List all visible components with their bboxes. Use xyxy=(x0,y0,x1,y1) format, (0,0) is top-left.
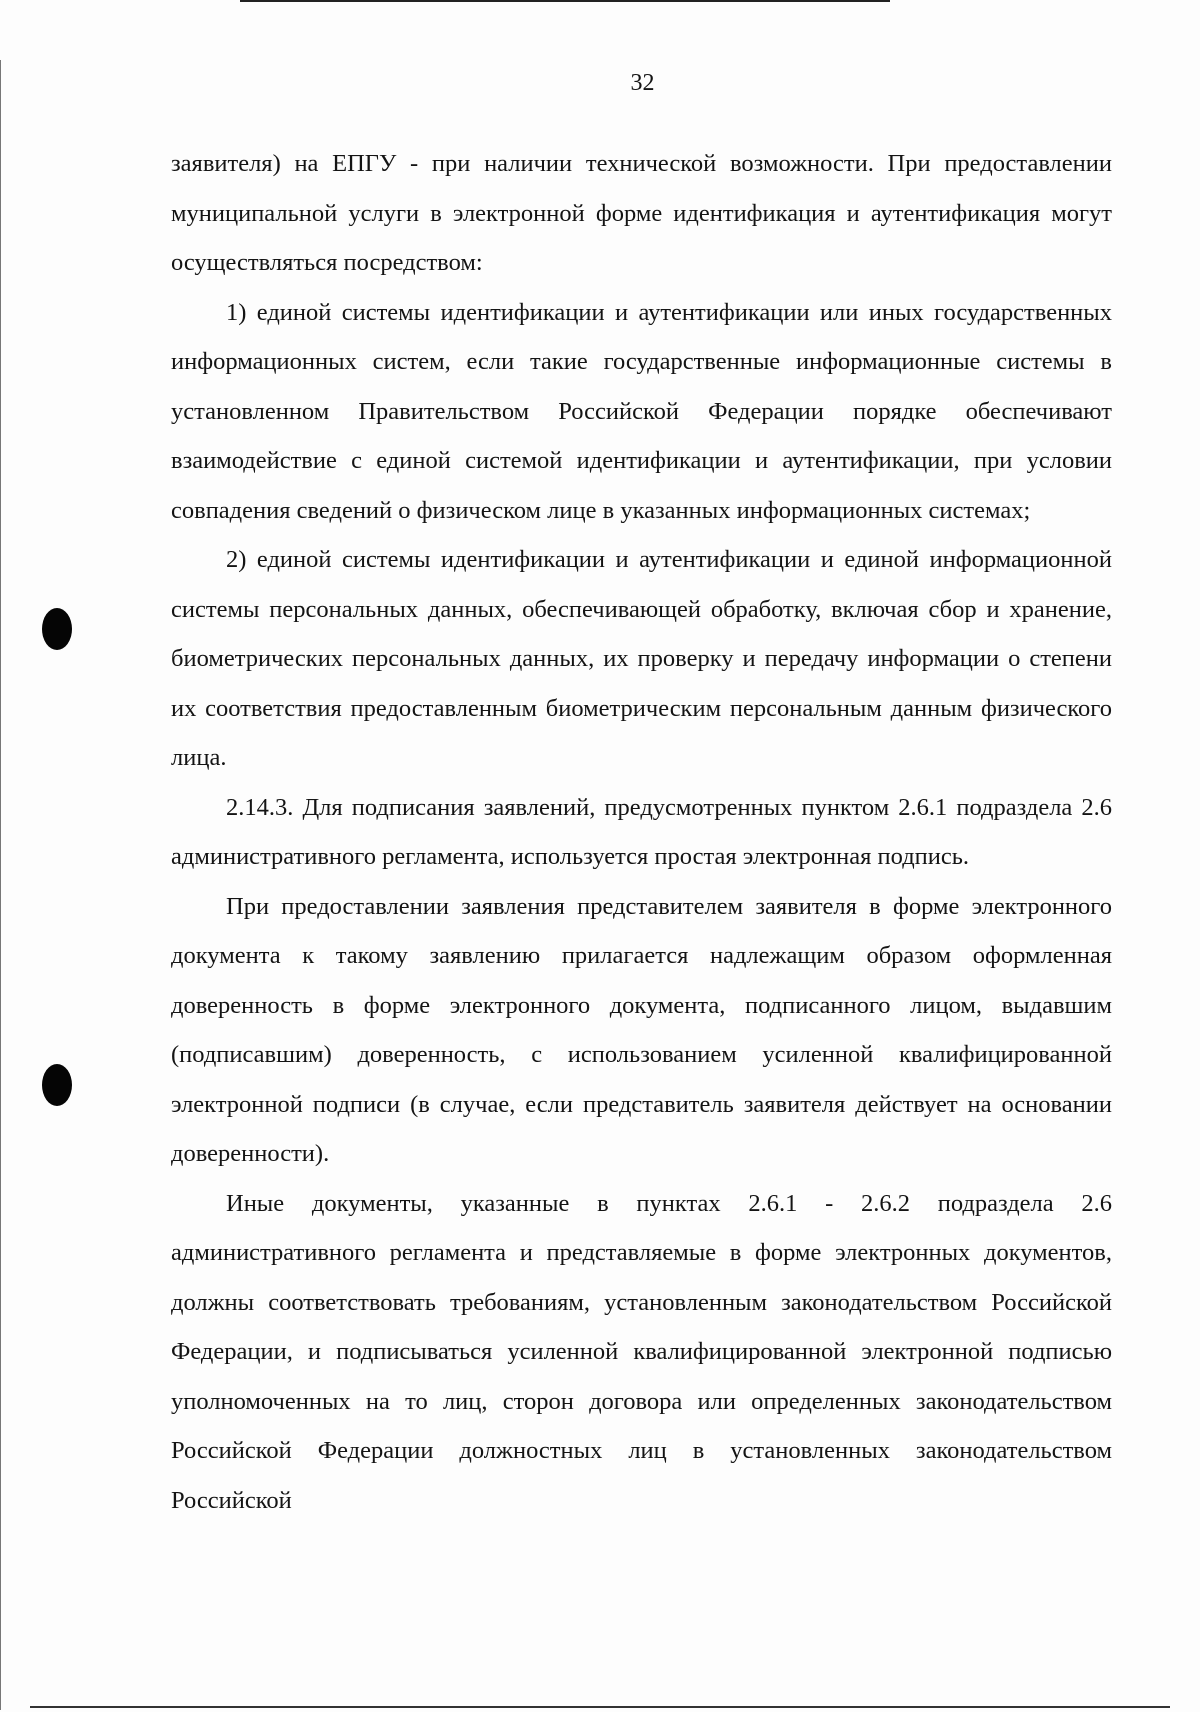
punch-hole-bottom xyxy=(42,1064,72,1106)
paragraph-list-item-2: 2) единой системы идентификации и аутентификации и единой информационной системы персональных данных, обеспечивающей обработку, включая сбор и хранение, биометрических персональных данных, их проверку и передачу информации о степени их соответствия предоставленным биометрическим персональным данным физического лица. xyxy=(171,546,1112,771)
paragraph-representative: При предоставлении заявления представителем заявителя в форме электронного документа к такому заявлению прилагается надлежащим образом оформленная доверенность в форме электронного документа, подписанного лицом, выдавшим (подписавшим) доверенность, с использованием усиленной квалифицированной электронной подписи (в случае, если представитель заявителя действует на основании доверенности). xyxy=(171,892,1112,1167)
scan-top-edge-line xyxy=(240,0,890,2)
paragraph-other-documents: Иные документы, указанные в пунктах 2.6.1 - 2.6.2 подраздела 2.6 административного регламента и представляемые в форме электронных документов, должны соответствовать требованиям, установленным законодательством Российской Федерации, и подписываться усиленной квалифицированной электронной подписью уполномоченных на то лиц, сторон договора или определенных законодательством Российской Федерации должностных лиц в установленных законодательством Российской xyxy=(171,1189,1112,1514)
paragraph-clause-2-14-3: 2.14.3. Для подписания заявлений, предусмотренных пунктом 2.6.1 подраздела 2.6 административного регламента, используется простая электронная подпись. xyxy=(171,793,1112,870)
document-body xyxy=(171,139,1112,1525)
scan-bottom-edge-line xyxy=(30,1706,1170,1708)
paragraph-continuation: заявителя) на ЕПГУ - при наличии технической возможности. При предоставлении муниципальной услуги в электронной форме идентификация и аутентификация могут осуществляться посредством: xyxy=(171,150,1112,276)
scan-left-edge-line xyxy=(0,60,1,1710)
page-number: 32 xyxy=(630,70,655,96)
paragraph-list-item-1: 1) единой системы идентификации и аутентификации или иных государственных информационных систем, если такие государственные информационные системы в установленном Правительством Российской Федерации порядке обеспечивают взаимодействие с единой системой идентификации и аутентификации, при условии совпадения сведений о физическом лице в указанных информационных системах; xyxy=(171,298,1112,524)
punch-hole-top xyxy=(42,608,72,650)
